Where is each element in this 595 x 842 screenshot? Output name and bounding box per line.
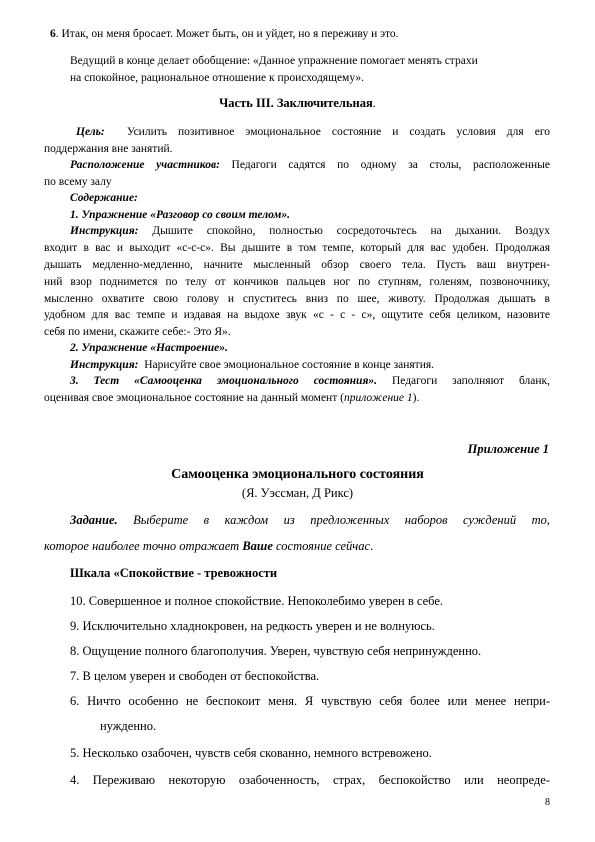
scale-title: Шкала «Спокойствие - тревожности bbox=[70, 566, 278, 580]
scale-item: 4. Переживаю некоторую озабоченность, страх, беспокойство или неопреде- bbox=[70, 773, 550, 787]
test-3-text-2a: оценивая свое эмоциональное состояние на данный момент ( bbox=[44, 392, 344, 404]
item-6-number: 6 bbox=[50, 28, 56, 40]
test-3-line-1 bbox=[70, 376, 550, 388]
goal-text-1: Усилить позитивное эмоциональное состояние и создать условия для его bbox=[126, 126, 550, 138]
appendix-authors: (Я. Уэссман, Д Рикс) bbox=[241, 486, 354, 500]
placement-line-2: по всему залу bbox=[44, 176, 112, 188]
summary-line-2: на спокойное, рациональное отношение к происходящему». bbox=[70, 72, 364, 84]
exercise-1-line-4: ний взор поднимется по телу от кончиков пальцев ног по ступням, голеням, позвоночнику, bbox=[44, 276, 550, 288]
test-3-text-1: Педагоги заполняют бланк, bbox=[391, 375, 550, 387]
task-text-2b: состояние сейчас bbox=[272, 539, 371, 553]
scale-item: 5. Несколько озабочен, чувств себя скованно, немного встревожено. bbox=[70, 746, 432, 760]
content-label: Содержание: bbox=[70, 192, 138, 204]
scale-item: 8. Ощущение полного благополучия. Уверен, чувствую себя непринужденно. bbox=[70, 644, 482, 658]
task-text-1: Выберите в каждом из предложенных наборов суждений то, bbox=[133, 513, 550, 527]
goal-label: Цель: bbox=[76, 126, 105, 138]
exercise-1-line-1 bbox=[70, 226, 550, 238]
summary-line-1: Ведущий в конце делает обобщение: «Данное упражнение помогает менять страхи bbox=[70, 55, 478, 67]
page-number: 8 bbox=[545, 797, 550, 808]
goal-line-2: поддержания вне занятий. bbox=[44, 143, 173, 155]
placement-line-1 bbox=[70, 160, 550, 172]
appendix-label: Приложение 1 bbox=[467, 442, 549, 456]
part-title-text: Часть III. Заключительная bbox=[219, 96, 373, 110]
task-text-2a: которое наиболее точно отражает bbox=[44, 539, 243, 553]
exercise-1-line-5: мысленно охватите свою голову и спуститесь вниз по шее, животу. Продолжая дышать в bbox=[44, 293, 550, 305]
test-3-title: 3. Тест «Самооценка эмоционального состояния». bbox=[70, 375, 378, 387]
appendix-reference: приложение 1 bbox=[343, 392, 413, 404]
exercise-2-text: Нарисуйте свое эмоциональное состояние в конце занятия. bbox=[144, 359, 435, 371]
exercise-1-instruction-label: Инструкция: bbox=[70, 225, 139, 237]
goal-line-1 bbox=[76, 127, 550, 139]
placement-text-1: Педагоги садятся по одному за столы, расположенные bbox=[231, 159, 550, 171]
task-text-dot: . bbox=[370, 539, 374, 553]
placement-label: Расположение участников: bbox=[70, 159, 220, 171]
test-3-line-2 bbox=[44, 393, 419, 405]
task-label: Задание. bbox=[70, 513, 118, 527]
exercise-1-line-3: дышать медленно-медленно, начните мысленный обзор своего тела. Пусть ваш внутрен- bbox=[44, 259, 550, 271]
appendix-title: Самооценка эмоционального состояния bbox=[171, 467, 424, 482]
task-line-1 bbox=[70, 514, 550, 527]
scale-item-continuation: нужденно. bbox=[100, 719, 157, 733]
exercise-1-line-6: удобном для вас темпе и издавая на выдохе звук «с - с - с», ощутите себя целиком, назовите bbox=[44, 309, 550, 321]
scale-item: 10. Совершенное и полное спокойствие. Непоколебимо уверен в себе. bbox=[70, 594, 443, 608]
exercise-1-text-1: Дышите спокойно, полностью сосредоточьтесь на дыхании. Воздух bbox=[152, 225, 550, 237]
task-text-bold: Ваше bbox=[242, 539, 273, 553]
exercise-1-line-7: себя по имени, скажите себе:- Это Я». bbox=[44, 326, 231, 338]
task-line-2 bbox=[44, 540, 373, 553]
exercise-2-title: 2. Упражнение «Настроение». bbox=[70, 342, 228, 354]
item-6 bbox=[50, 29, 399, 41]
scale-item: 6. Ничто особенно не беспокоит меня. Я чувствую себя более или менее непри- bbox=[70, 694, 550, 708]
scale-item: 9. Исключительно хладнокровен, на редкость уверен и не волнуюсь. bbox=[70, 619, 435, 633]
part-title-dot: . bbox=[372, 96, 376, 110]
test-3-text-2b: ). bbox=[412, 392, 420, 404]
exercise-2-instruction-label: Инструкция: bbox=[70, 359, 139, 371]
item-6-text: . Итак, он меня бросает. Может быть, он и уйдет, но я переживу и это. bbox=[55, 28, 399, 40]
part-title bbox=[0, 97, 595, 110]
exercise-1-line-2: входит в вас и выходит «с-с-с». Вы дышите в том темпе, который для вас удобен. Продолжая bbox=[44, 242, 550, 254]
exercise-1-title: 1. Упражнение «Разговор со своим телом». bbox=[70, 209, 290, 221]
exercise-2-instruction bbox=[70, 360, 434, 372]
scale-item: 7. В целом уверен и свободен от беспокойства. bbox=[70, 669, 320, 683]
